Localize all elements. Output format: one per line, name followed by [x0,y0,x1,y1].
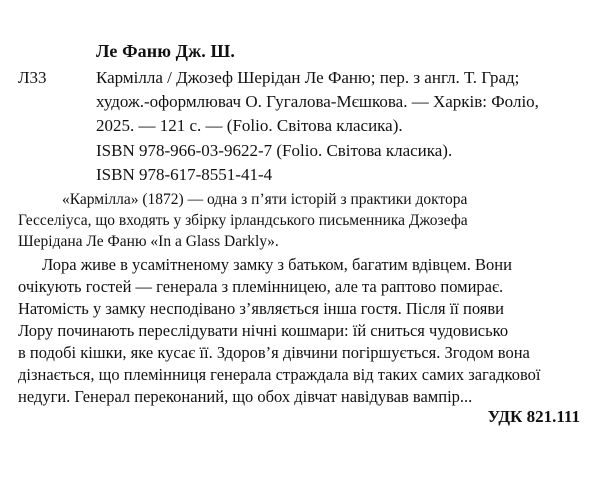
summary-line: дізнається, що племінниця генерала страждала від таких самих загадкової [18,365,541,384]
intro-line: «Кармілла» (1872) — одна з п’яти історій з практики доктора [62,191,468,208]
summary-line: недуги. Генерал переконаний, що обох дівчат навідував вампір... [18,387,473,406]
summary-line: Лора живе в усамітненому замку з батьком, багатим вдівцем. Вони [42,255,512,274]
summary-line: в подобі кішки, яке кусає її. Здоров’я дівчини погіршується. Згодом вона [18,343,530,362]
isbn-line: ISBN 978-617-8551-41-4 [96,165,273,184]
intro-line: Гесселіуса, що входять у збірку ірландського письменника Джозефа [18,212,468,229]
summary-line: Лору починають переслідувати нічні кошмари: їй сниться чудовисько [18,321,509,340]
bibliographic-description [96,66,586,138]
summary-line: Натомість у замку несподівано з’являється інша гостя. Після її появи [18,299,504,318]
intro-paragraph [18,189,586,252]
isbn-block [96,139,452,187]
isbn-line: ISBN 978-966-03-9622-7 (Folio. Світова класика). [96,141,453,160]
intro-line: Шерідана Ле Фаню «In a Glass Darkly». [18,233,279,250]
bibliographic-line: 2025. — 121 с. — (Folio. Світова класика). [96,116,403,135]
udk-code: УДК 821.111 [487,407,580,426]
summary-line: очікують гостей — генерала з племінницею, але та раптово помирає. [18,277,504,296]
bibliographic-line: худож.-оформлювач О. Гугалова-Мєшкова. — Харків: Фоліо, [96,92,539,111]
author-heading: Ле Фаню Дж. Ш. [96,41,235,61]
summary-paragraph [18,254,588,408]
classification-code: Л33 [18,68,47,87]
bibliographic-line: Кармілла / Джозеф Шерідан Ле Фаню; пер. з англ. Т. Град; [96,68,520,87]
